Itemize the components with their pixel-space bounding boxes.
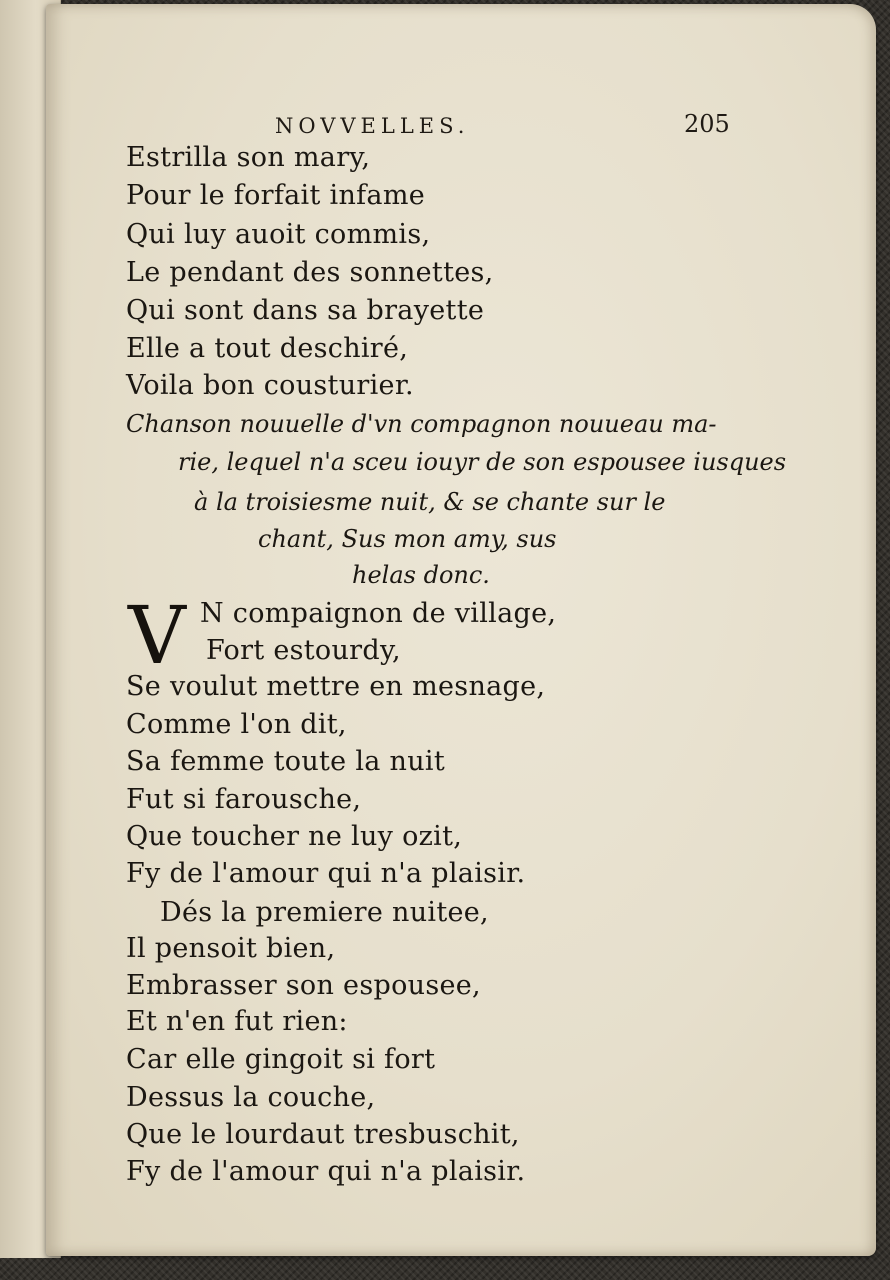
verse-line: Que le lourdaut tresbuschit, bbox=[126, 1119, 520, 1150]
verse-line: Comme l'on dit, bbox=[126, 709, 347, 740]
verse-line: Embrasser son espousee, bbox=[126, 970, 481, 1001]
verse-line: Que toucher ne luy ozit, bbox=[126, 821, 463, 852]
drop-cap: V bbox=[128, 589, 186, 682]
song-title-line: chant, Sus mon amy, sus bbox=[258, 525, 557, 553]
song-title-line: Chanson nouuelle d'vn compagnon nouueau ma- bbox=[126, 410, 717, 438]
verse-line: Et n'en fut rien: bbox=[126, 1006, 348, 1037]
verse-line: Voila bon cousturier. bbox=[126, 370, 414, 401]
verse-line: Qui luy auoit commis, bbox=[126, 219, 431, 250]
verse-line: Pour le forfait infame bbox=[126, 180, 426, 211]
verse-line: Se voulut mettre en mesnage, bbox=[126, 671, 546, 702]
verse-line: Qui sont dans sa brayette bbox=[126, 295, 485, 326]
page-number: 205 bbox=[684, 110, 730, 138]
verse-line: Fy de l'amour qui n'a plaisir. bbox=[126, 858, 526, 889]
verse-line: N compaignon de village, bbox=[200, 598, 557, 629]
verse-line: Il pensoit bien, bbox=[126, 933, 336, 964]
verse-line: Fy de l'amour qui n'a plaisir. bbox=[126, 1156, 526, 1187]
verse-line: Dessus la couche, bbox=[126, 1082, 376, 1113]
song-title-line: helas donc. bbox=[352, 561, 490, 589]
verse-line: Estrilla son mary, bbox=[126, 142, 371, 173]
song-title-line: à la troisiesme nuit, & se chante sur le bbox=[194, 488, 666, 516]
verse-line: Dés la premiere nuitee, bbox=[160, 897, 489, 928]
running-head: NOVVELLES. bbox=[275, 114, 470, 138]
verse-line: Sa femme toute la nuit bbox=[126, 746, 445, 777]
verse-line: Car elle gingoit si fort bbox=[126, 1044, 436, 1075]
song-title-line: rie, lequel n'a sceu iouyr de son espousee iusques bbox=[178, 448, 787, 476]
verse-line: Fort estourdy, bbox=[206, 635, 401, 666]
page-header bbox=[0, 106, 890, 146]
verse-line: Fut si farousche, bbox=[126, 784, 362, 815]
show-through-text bbox=[631, 144, 851, 298]
verse-line: Elle a tout deschiré, bbox=[126, 333, 409, 364]
verse-line: Le pendant des sonnettes, bbox=[126, 257, 494, 288]
